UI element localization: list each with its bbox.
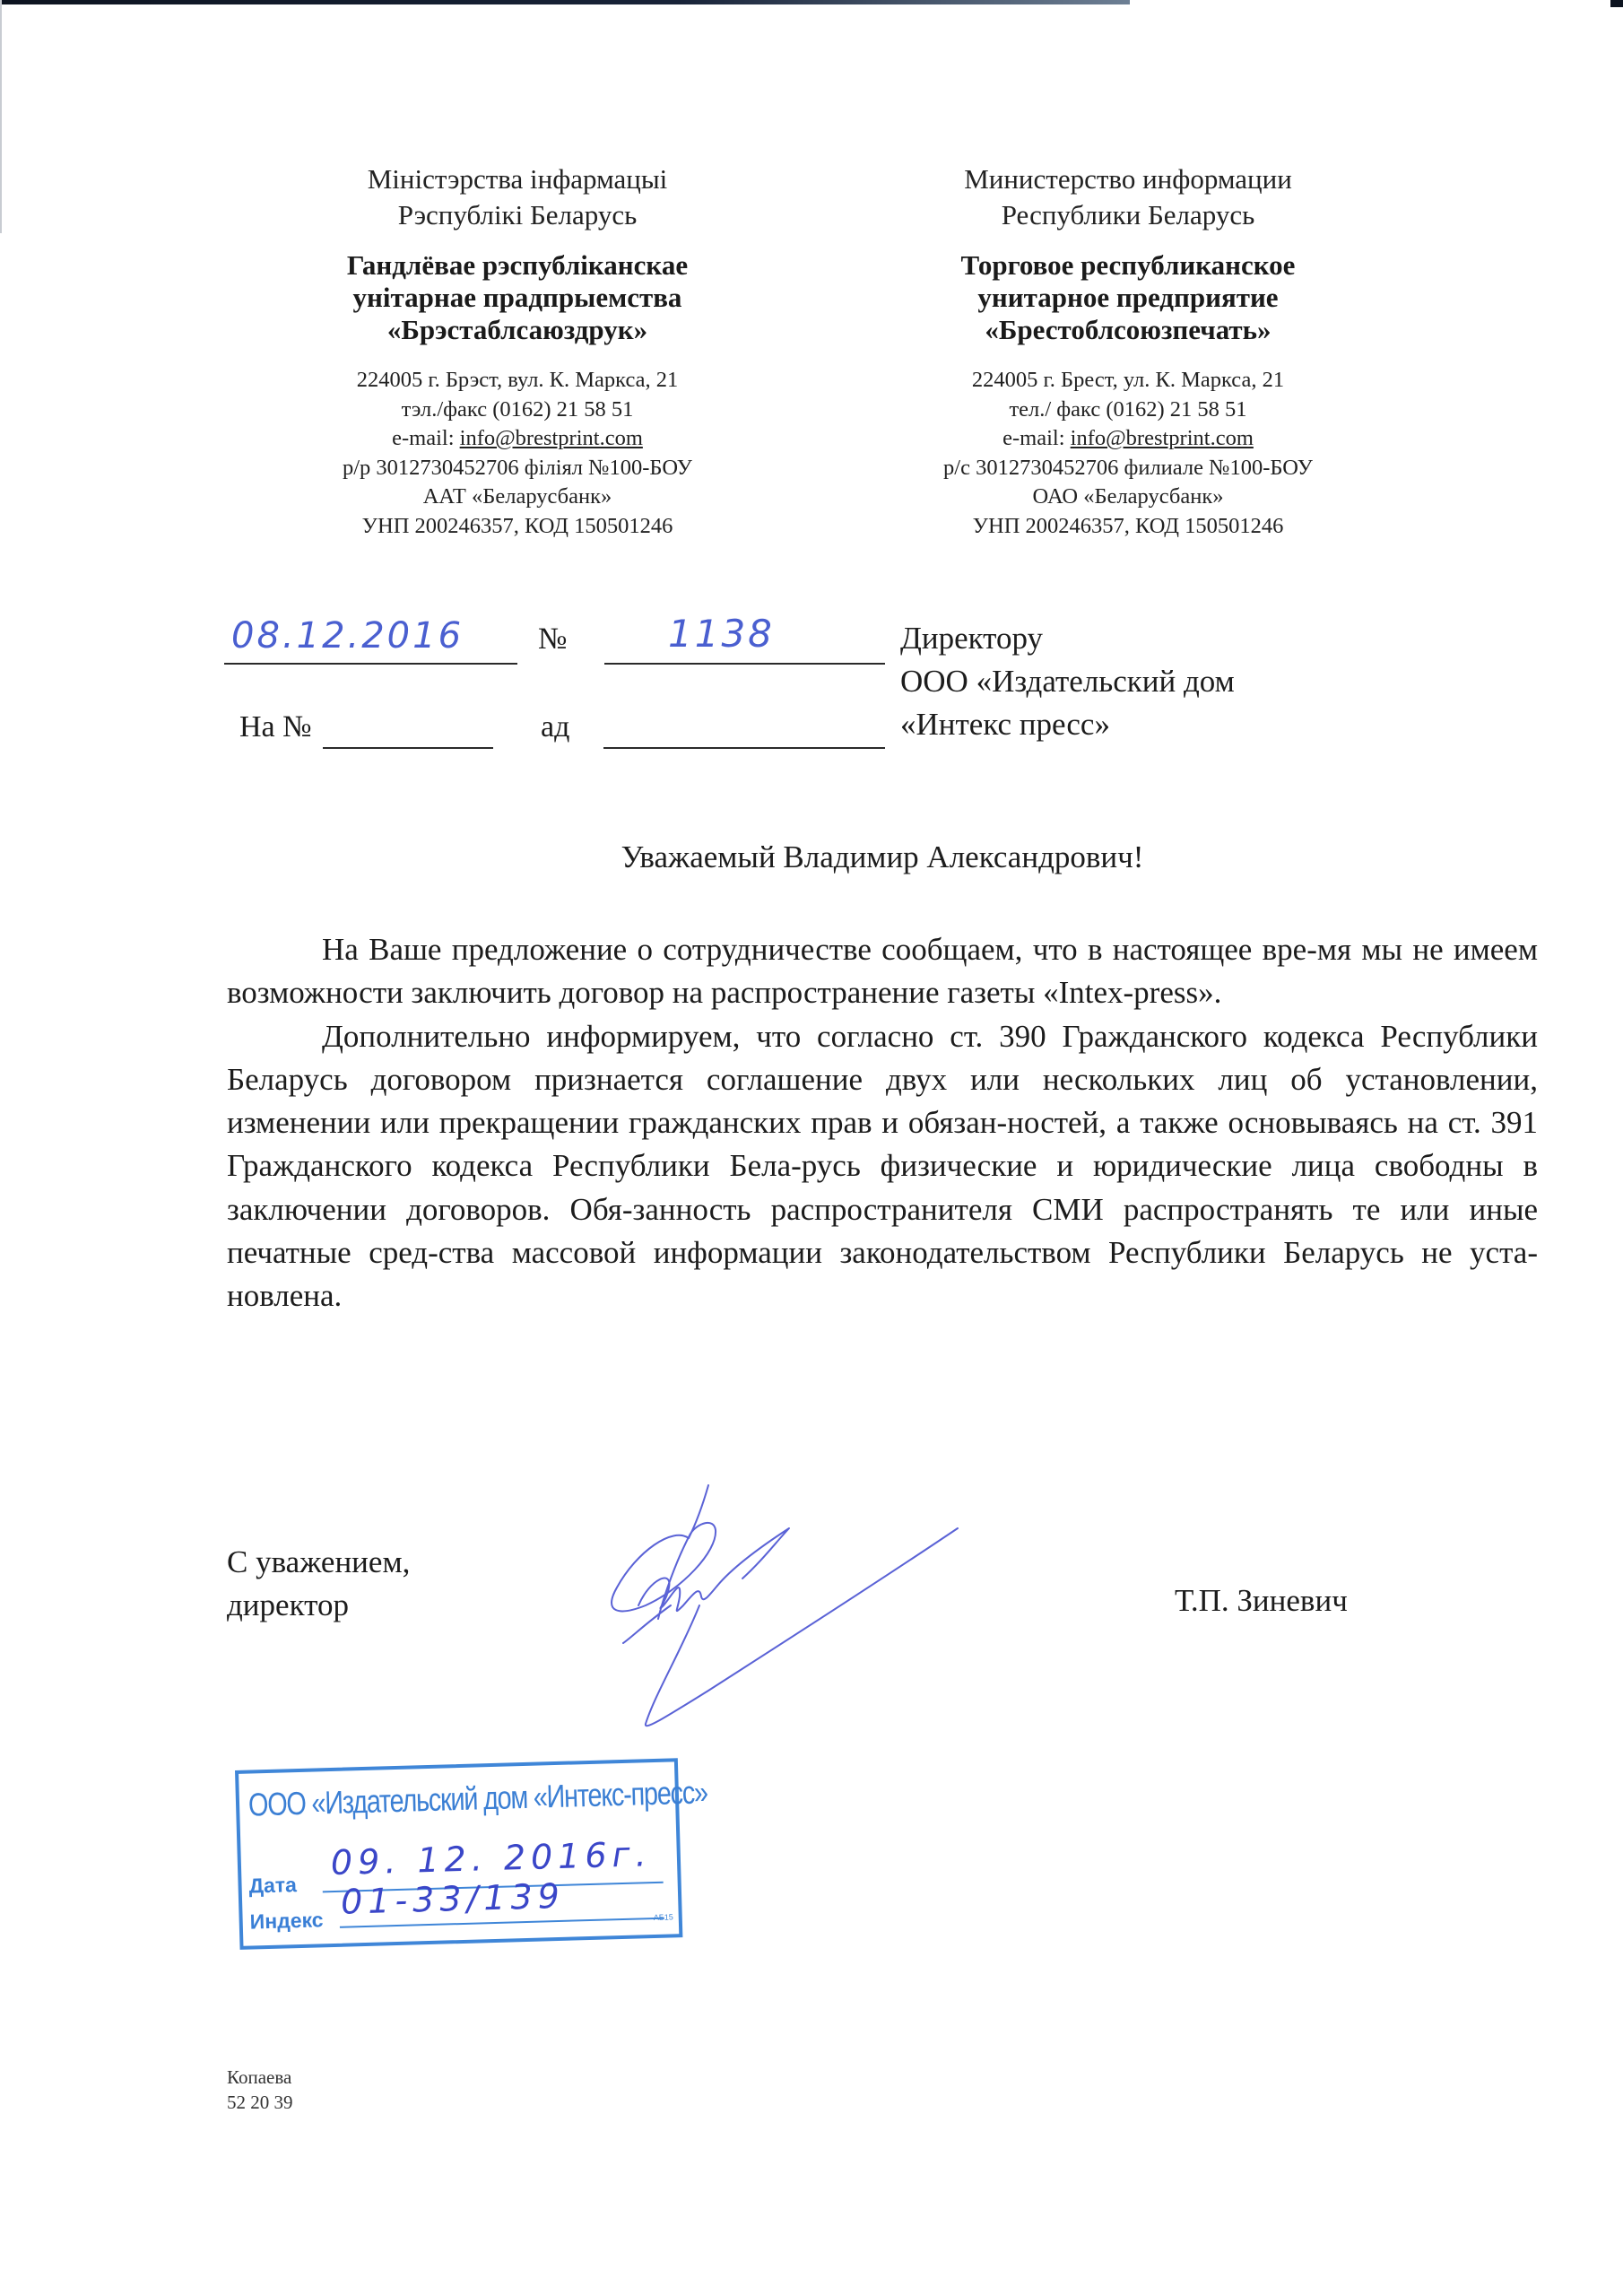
ministry-line-2: Рэспублікі Беларусь	[397, 199, 638, 230]
ministry-line-1: Министерство информации	[964, 163, 1292, 195]
executor-phone: 52 20 39	[227, 2092, 293, 2113]
phone: тел./ факс (0162) 21 58 51	[1009, 396, 1247, 422]
address: 224005 г. Брест, ул. К. Маркса, 21	[971, 368, 1285, 392]
executor-name: Копаева	[227, 2066, 292, 2088]
org-line-1: Гандлёвае рэспубліканскае	[346, 249, 689, 281]
stamp-date-value: 09. 12. 2016г.	[330, 1834, 653, 1883]
letter-body	[227, 928, 1538, 1318]
email-label: e-mail:	[392, 426, 460, 450]
signer-name: Т.П. Зиневич	[1175, 1583, 1348, 1618]
bank-account: р/р 3012730452706 філіял №100-БОУ	[343, 455, 692, 480]
org-name-ru	[904, 249, 1352, 346]
org-contacts-be	[293, 366, 742, 541]
date-underline	[224, 663, 517, 665]
unp-code: УНП 200246357, КОД 150501246	[972, 513, 1284, 538]
bank-name: ОАО «Беларусбанк»	[1032, 484, 1224, 509]
email-link[interactable]: info@brestprint.com	[1070, 426, 1254, 450]
recipient-org-line-1: ООО «Издательский дом	[900, 664, 1235, 699]
org-name-be	[293, 249, 742, 346]
signer-position: директор	[227, 1587, 349, 1622]
closing-phrase: С уважением,	[227, 1544, 411, 1579]
ministry-line-2: Республики Беларусь	[1001, 199, 1255, 230]
closing-block	[227, 1541, 410, 1627]
executor-block	[227, 2065, 293, 2115]
stamp-index-label: Индекс	[249, 1908, 324, 1934]
org-contacts-ru	[904, 366, 1352, 541]
email-label: e-mail:	[1002, 426, 1071, 450]
org-line-3: «Брестоблсоюзпечать»	[985, 314, 1271, 345]
incoming-stamp	[235, 1758, 708, 1950]
from-label: ад	[541, 710, 570, 744]
from-date-underline	[603, 747, 885, 749]
email-row	[904, 424, 1352, 454]
org-line-3: «Брэстаблсаюздрук»	[386, 314, 648, 345]
paragraph: На Ваше предложение о сотрудничестве сообщаем, что в настоящее вре-мя мы не имеем возможности заключить договор на распространение газеты «Intex-press».	[227, 932, 1538, 1011]
stamp-org-name: ООО «Издательский дом «Интекс-пресс»	[247, 1773, 708, 1823]
greeting: Уважаемый Владимир Александрович!	[621, 839, 1144, 874]
ministry-line-1: Міністэрства інфармацыі	[367, 163, 668, 195]
stamp-index-value: 01-33/139	[340, 1875, 566, 1922]
stamp-mark: АБ15	[653, 1912, 673, 1923]
unp-code: УНП 200246357, КОД 150501246	[361, 513, 673, 538]
number-label: №	[538, 622, 568, 656]
bank-name: ААТ «Беларусбанк»	[422, 484, 612, 509]
signature-icon	[583, 1471, 959, 1731]
bank-account: р/с 3012730452706 филиале №100-БОУ	[943, 455, 1313, 480]
ministry-name-ru	[904, 161, 1352, 233]
paragraph: Дополнительно информируем, что согласно ст. 390 Гражданского кодекса Республики Беларусь договором признается соглашение двух или нескольких лиц об установлении, изменении или прекращении гражданских прав и обязан-ностей, а также основываясь на ст. 391 Гражданского кодекса Республики Бела-русь физические и юридические лица свободны в заключении договоров. Обя-занность распространителя СМИ распространять те или иные печатные сред-ства массовой информации законодательством Республики Беларусь не уста-новлена.	[227, 1018, 1538, 1314]
scan-edge-top	[0, 0, 1130, 4]
stamp-date-label: Дата	[248, 1873, 298, 1898]
reply-number-underline	[323, 747, 493, 749]
email-link[interactable]: info@brestprint.com	[459, 426, 643, 450]
org-line-2: унитарное предприятие	[977, 282, 1279, 313]
letterhead-russian	[904, 161, 1352, 541]
scan-edge-corner	[1610, 0, 1623, 7]
handwritten-number: 1138	[668, 612, 775, 656]
address: 224005 г. Брэст, вул. К. Маркса, 21	[356, 368, 679, 392]
ministry-name-be	[293, 161, 742, 233]
recipient-position: Директору	[900, 621, 1044, 656]
scan-edge-left	[0, 0, 2, 233]
letterhead-belarusian	[293, 161, 742, 541]
org-line-2: унітарнае прадпрыемства	[352, 282, 682, 313]
recipient-block	[900, 617, 1235, 746]
number-underline	[604, 663, 885, 665]
handwritten-date: 08.12.2016	[231, 615, 464, 657]
org-line-1: Торговое республиканское	[960, 249, 1296, 281]
recipient-org-line-2: «Интекс пресс»	[900, 707, 1110, 742]
email-row	[293, 424, 742, 454]
reply-to-label: На №	[239, 710, 312, 744]
phone: тэл./факс (0162) 21 58 51	[401, 396, 634, 422]
